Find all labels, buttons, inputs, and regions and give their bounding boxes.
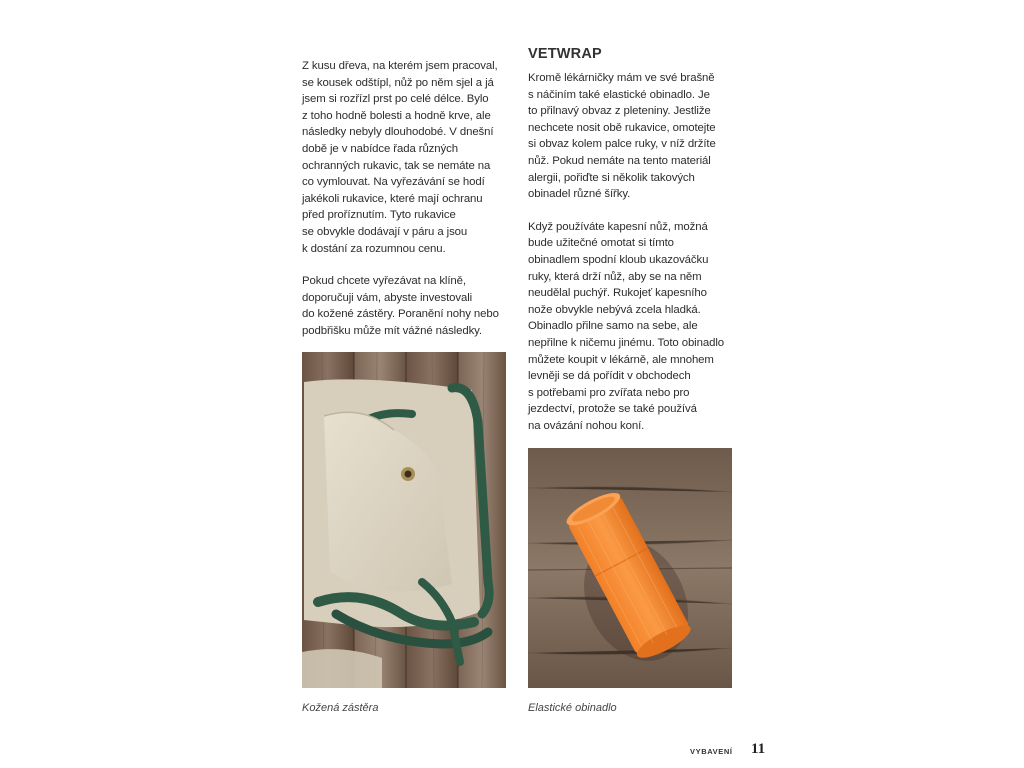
left-paragraph-2	[302, 273, 514, 339]
text-line: jsem si rozřízl prst po celé délce. Bylo	[302, 93, 489, 106]
text-line: jezdectví, protože se také používá	[528, 403, 697, 416]
text-line: Obinadlo přilne samo na sebe, ale	[528, 320, 698, 333]
text-line: levněji se dá pořídit v obchodech	[528, 370, 691, 383]
text-line: alergii, pořiďte si několik takových	[528, 171, 695, 184]
text-line: nechcete nosit obě rukavice, omotejte	[528, 121, 716, 134]
text-line: s potřebami pro zvířata nebo pro	[528, 386, 690, 399]
text-line: co vymlouvat. Na vyřezávání se hodí	[302, 176, 485, 189]
text-line: nepřilne k ničemu jinému. Toto obinadlo	[528, 336, 724, 349]
text-line: doporučuji vám, abyste investovali	[302, 291, 473, 304]
text-line: ochranných rukavic, tak se nemáte na	[302, 159, 491, 172]
right-paragraph-1	[528, 70, 748, 203]
text-line: na ovázání nohou koní.	[528, 419, 645, 432]
text-line: bude užitečné omotat si tímto	[528, 237, 674, 250]
text-line: Když používáte kapesní nůž, možná	[528, 220, 708, 233]
text-line: Z kusu dřeva, na kterém jsem pracoval,	[302, 60, 498, 72]
text-line: si obvaz kolem palce ruky, v níž držíte	[528, 138, 716, 151]
text-line: nože obvykle nebývá zcela hladká.	[528, 303, 701, 316]
text-line: nůž. Pokud nemáte na tento materiál	[528, 154, 711, 167]
text-line: době je v nabídce řada různých	[302, 142, 458, 155]
text-line: podbřišku může mít vážné následky.	[302, 324, 482, 337]
text-line: k dostání za rozumnou cenu.	[302, 242, 446, 255]
text-line: Pokud chcete vyřezávat na klíně,	[302, 275, 466, 288]
left-paragraph-1	[302, 58, 514, 257]
text-line: neudělal puchýř. Rukojeť kapesního	[528, 287, 707, 300]
text-line: ruky, která drží nůž, aby se na něm	[528, 270, 702, 283]
text-line: jakékoli rukavice, které mají ochranu	[302, 192, 483, 205]
text-line: před proříznutím. Tyto rukavice	[302, 209, 456, 222]
page-number: 11	[751, 741, 766, 757]
section-label: VYBAVENÍ	[690, 747, 733, 756]
apron-photo	[302, 352, 506, 688]
text-line: Kromě lékárničky mám ve své brašně	[528, 72, 715, 84]
text-line: můžete koupit v lékárně, ale mnohem	[528, 353, 714, 366]
text-line: s náčiním také elastické obinadlo. Je	[528, 88, 710, 101]
text-line: obinadlem spodní kloub ukazováčku	[528, 253, 709, 266]
text-line: se kousek odštípl, nůž po něm sjel a já	[302, 76, 494, 89]
text-line: z toho hodně bolesti a hodně krve, ale	[302, 109, 491, 122]
text-line: následky nebyly dlouhodobé. V dnešní	[302, 126, 494, 139]
left-text-column	[302, 58, 514, 340]
text-line: to přilnavý obvaz z pleteniny. Jestliže	[528, 105, 711, 118]
bandage-caption: Elastické obinadlo	[528, 702, 617, 714]
apron-caption: Kožená zástěra	[302, 702, 379, 714]
right-text-column	[528, 70, 748, 434]
bandage-photo	[528, 448, 732, 688]
text-line: obinadel různé šířky.	[528, 188, 631, 201]
right-paragraph-2	[528, 219, 748, 435]
text-line: se obvykle dodávají v páru a jsou	[302, 225, 468, 238]
text-line: do kožené zástěry. Poranění nohy nebo	[302, 308, 499, 321]
heading-vetwrap: VETWRAP	[528, 46, 602, 62]
